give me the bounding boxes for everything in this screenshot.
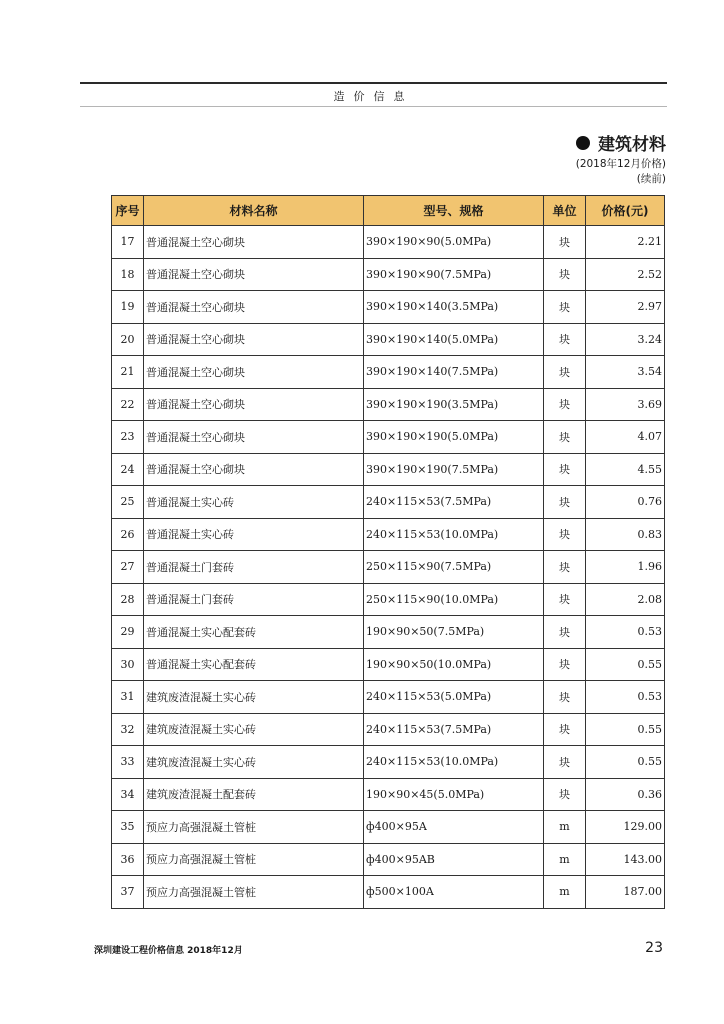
footer-publication: 深圳建设工程价格信息 2018年12月	[94, 946, 243, 956]
cell-name: 建筑废渣混凝土实心砖	[144, 713, 364, 746]
cell-name: 普通混凝土空心砌块	[144, 291, 364, 324]
table-row	[112, 421, 665, 454]
cell-price: 0.55	[586, 713, 665, 746]
cell-name: 普通混凝土空心砌块	[144, 388, 364, 421]
table-row	[112, 226, 665, 259]
cell-name: 建筑废渣混凝土实心砖	[144, 746, 364, 779]
cell-name: 普通混凝土空心砌块	[144, 323, 364, 356]
col-header-index: 序号	[112, 196, 144, 226]
cell-name: 普通混凝土实心配套砖	[144, 616, 364, 649]
header-title: 造价信息	[333, 90, 414, 103]
col-header-name: 材料名称	[144, 196, 364, 226]
cell-index: 18	[112, 258, 144, 291]
cell-unit: 块	[544, 616, 586, 649]
cell-spec: 190×90×50(7.5MPa)	[364, 616, 544, 649]
table-header-row	[112, 196, 665, 226]
cell-index: 27	[112, 551, 144, 584]
section-title-text: 建筑材料	[598, 135, 666, 155]
cell-index: 34	[112, 778, 144, 811]
cell-unit: 块	[544, 518, 586, 551]
cell-spec: 240×115×53(10.0MPa)	[364, 746, 544, 779]
bullet-icon	[576, 136, 590, 150]
cell-name: 普通混凝土门套砖	[144, 551, 364, 584]
cell-name: 普通混凝土空心砌块	[144, 453, 364, 486]
cell-unit: 块	[544, 681, 586, 714]
cell-index: 19	[112, 291, 144, 324]
cell-price: 0.83	[586, 518, 665, 551]
table-row	[112, 323, 665, 356]
cell-name: 普通混凝土实心砖	[144, 518, 364, 551]
cell-unit: 块	[544, 583, 586, 616]
cell-unit: 块	[544, 421, 586, 454]
cell-price: 3.24	[586, 323, 665, 356]
cell-price: 0.76	[586, 486, 665, 519]
cell-index: 25	[112, 486, 144, 519]
cell-price: 2.08	[586, 583, 665, 616]
header-top-rule	[80, 82, 667, 84]
cell-price: 187.00	[586, 876, 665, 909]
section-title	[576, 130, 666, 155]
price-table	[111, 195, 665, 909]
cell-spec: 240×115×53(5.0MPa)	[364, 681, 544, 714]
table-row	[112, 388, 665, 421]
cell-price: 143.00	[586, 843, 665, 876]
cell-name: 普通混凝土实心砖	[144, 486, 364, 519]
cell-price: 0.53	[586, 681, 665, 714]
col-header-unit: 单位	[544, 196, 586, 226]
table-row	[112, 291, 665, 324]
cell-name: 建筑废渣混凝土配套砖	[144, 778, 364, 811]
cell-index: 37	[112, 876, 144, 909]
cell-spec: ф400×95AB	[364, 843, 544, 876]
cell-unit: 块	[544, 746, 586, 779]
cell-index: 22	[112, 388, 144, 421]
table-row	[112, 843, 665, 876]
cell-index: 35	[112, 811, 144, 844]
cell-price: 0.55	[586, 746, 665, 779]
cell-unit: 块	[544, 453, 586, 486]
cell-index: 21	[112, 356, 144, 389]
cell-index: 36	[112, 843, 144, 876]
cell-price: 2.97	[586, 291, 665, 324]
cell-name: 普通混凝土门套砖	[144, 583, 364, 616]
cell-name: 预应力高强混凝土管桩	[144, 876, 364, 909]
table-row	[112, 811, 665, 844]
table-row	[112, 258, 665, 291]
cell-unit: 块	[544, 226, 586, 259]
cell-index: 33	[112, 746, 144, 779]
cell-price: 2.52	[586, 258, 665, 291]
cell-index: 30	[112, 648, 144, 681]
cell-index: 23	[112, 421, 144, 454]
cell-price: 0.55	[586, 648, 665, 681]
cell-price: 3.69	[586, 388, 665, 421]
cell-name: 预应力高强混凝土管桩	[144, 843, 364, 876]
cell-unit: m	[544, 876, 586, 909]
cell-price: 1.96	[586, 551, 665, 584]
cell-unit: 块	[544, 486, 586, 519]
cell-unit: m	[544, 811, 586, 844]
cell-spec: 250×115×90(7.5MPa)	[364, 551, 544, 584]
cell-spec: 240×115×53(7.5MPa)	[364, 713, 544, 746]
cell-unit: 块	[544, 551, 586, 584]
table-row	[112, 616, 665, 649]
cell-price: 129.00	[586, 811, 665, 844]
cell-index: 26	[112, 518, 144, 551]
cell-spec: 190×90×50(10.0MPa)	[364, 648, 544, 681]
cell-index: 20	[112, 323, 144, 356]
cell-spec: 250×115×90(10.0MPa)	[364, 583, 544, 616]
section-period: (2018年12月价格)	[575, 158, 666, 170]
cell-index: 29	[112, 616, 144, 649]
cell-spec: 390×190×190(5.0MPa)	[364, 421, 544, 454]
cell-name: 普通混凝土实心配套砖	[144, 648, 364, 681]
table-row	[112, 583, 665, 616]
cell-unit: 块	[544, 778, 586, 811]
cell-index: 17	[112, 226, 144, 259]
table-row	[112, 486, 665, 519]
table-row	[112, 681, 665, 714]
cell-unit: 块	[544, 388, 586, 421]
cell-spec: 390×190×140(7.5MPa)	[364, 356, 544, 389]
table-row	[112, 518, 665, 551]
cell-unit: 块	[544, 323, 586, 356]
section-note: (续前)	[636, 173, 666, 185]
cell-index: 28	[112, 583, 144, 616]
table-row	[112, 876, 665, 909]
cell-spec: ф500×100A	[364, 876, 544, 909]
cell-spec: 240×115×53(10.0MPa)	[364, 518, 544, 551]
cell-spec: 240×115×53(7.5MPa)	[364, 486, 544, 519]
table-row	[112, 713, 665, 746]
cell-spec: 190×90×45(5.0MPa)	[364, 778, 544, 811]
cell-price: 0.36	[586, 778, 665, 811]
cell-price: 3.54	[586, 356, 665, 389]
table-body	[112, 226, 665, 909]
cell-unit: 块	[544, 258, 586, 291]
cell-spec: 390×190×140(3.5MPa)	[364, 291, 544, 324]
cell-price: 4.07	[586, 421, 665, 454]
cell-price: 2.21	[586, 226, 665, 259]
cell-index: 31	[112, 681, 144, 714]
table-row	[112, 551, 665, 584]
table-row	[112, 356, 665, 389]
cell-name: 普通混凝土空心砌块	[144, 258, 364, 291]
cell-unit: m	[544, 843, 586, 876]
cell-spec: 390×190×90(5.0MPa)	[364, 226, 544, 259]
cell-name: 建筑废渣混凝土实心砖	[144, 681, 364, 714]
table-row	[112, 778, 665, 811]
cell-spec: 390×190×90(7.5MPa)	[364, 258, 544, 291]
cell-price: 0.53	[586, 616, 665, 649]
cell-price: 4.55	[586, 453, 665, 486]
cell-unit: 块	[544, 713, 586, 746]
table-row	[112, 746, 665, 779]
cell-index: 32	[112, 713, 144, 746]
cell-spec: 390×190×190(3.5MPa)	[364, 388, 544, 421]
footer-page-number: 23	[645, 940, 663, 956]
col-header-spec: 型号、规格	[364, 196, 544, 226]
header-bottom-rule	[80, 106, 667, 107]
cell-name: 普通混凝土空心砌块	[144, 421, 364, 454]
table-row	[112, 648, 665, 681]
cell-spec: 390×190×190(7.5MPa)	[364, 453, 544, 486]
table-row	[112, 453, 665, 486]
cell-unit: 块	[544, 648, 586, 681]
cell-spec: ф400×95A	[364, 811, 544, 844]
cell-spec: 390×190×140(5.0MPa)	[364, 323, 544, 356]
cell-index: 24	[112, 453, 144, 486]
cell-unit: 块	[544, 291, 586, 324]
col-header-price: 价格(元)	[586, 196, 665, 226]
cell-name: 普通混凝土空心砌块	[144, 226, 364, 259]
cell-name: 预应力高强混凝土管桩	[144, 811, 364, 844]
cell-name: 普通混凝土空心砌块	[144, 356, 364, 389]
cell-unit: 块	[544, 356, 586, 389]
